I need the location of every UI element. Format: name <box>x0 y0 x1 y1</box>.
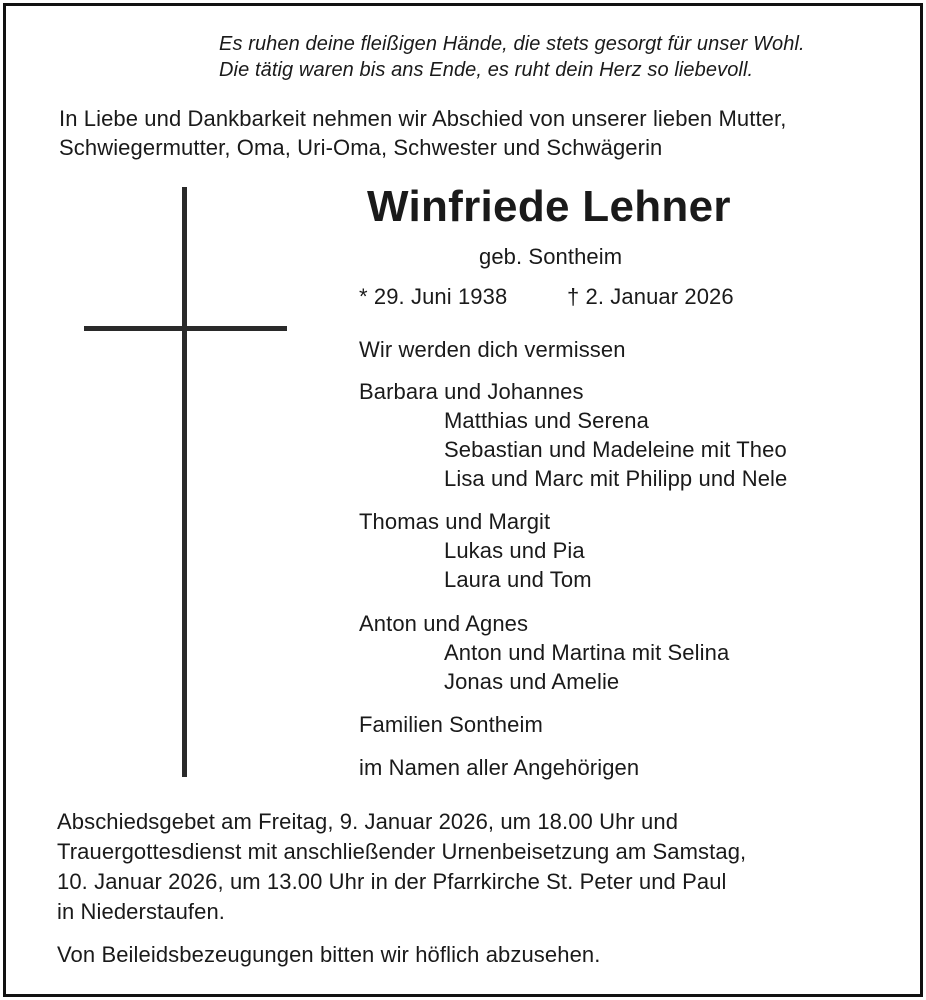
deceased-name: Winfriede Lehner <box>367 182 731 231</box>
service-line-1: Abschiedsgebet am Freitag, 9. Januar 2026, um 18.00 Uhr und <box>57 809 679 834</box>
family-member: Lukas und Pia <box>444 538 585 563</box>
extended-family: Familien Sontheim <box>359 712 543 737</box>
intro-line-2: Schwiegermutter, Oma, Uri-Oma, Schwester und Schwägerin <box>59 135 663 160</box>
mourners-heading: Wir werden dich vermissen <box>359 337 626 362</box>
family-member: Laura und Tom <box>444 567 592 592</box>
motto-line-1: Es ruhen deine fleißigen Hände, die stets gesorgt für unser Wohl. <box>219 33 805 55</box>
family-member: Lisa und Marc mit Philipp und Nele <box>444 466 788 491</box>
family-head: Anton und Agnes <box>359 611 529 636</box>
condolence-note: Von Beileidsbezeugungen bitten wir höflich abzusehen. <box>57 942 601 967</box>
family-head: Barbara und Johannes <box>359 379 584 404</box>
cross-icon-horizontal-beam <box>84 326 287 331</box>
service-line-3: 10. Januar 2026, um 13.00 Uhr in der Pfarrkirche St. Peter und Paul <box>57 869 727 894</box>
family-member: Anton und Martina mit Selina <box>444 640 730 665</box>
family-member: Sebastian und Madeleine mit Theo <box>444 437 787 462</box>
maiden-name: geb. Sontheim <box>479 244 623 269</box>
motto-line-2: Die tätig waren bis ans Ende, es ruht dein Herz so liebevoll. <box>219 59 754 81</box>
death-date: † 2. Januar 2026 <box>567 284 734 309</box>
family-member: Matthias und Serena <box>444 408 649 433</box>
service-line-4: in Niederstaufen. <box>57 899 226 924</box>
birth-date: * 29. Juni 1938 <box>359 284 508 309</box>
family-head: Thomas und Margit <box>359 509 551 534</box>
mourners-closing: im Namen aller Angehörigen <box>359 755 640 780</box>
family-member: Jonas und Amelie <box>444 669 620 694</box>
intro-line-1: In Liebe und Dankbarkeit nehmen wir Abschied von unserer lieben Mutter, <box>59 106 787 131</box>
cross-icon-vertical-beam <box>182 187 187 777</box>
service-line-2: Trauergottesdienst mit anschließender Urnenbeisetzung am Samstag, <box>57 839 747 864</box>
